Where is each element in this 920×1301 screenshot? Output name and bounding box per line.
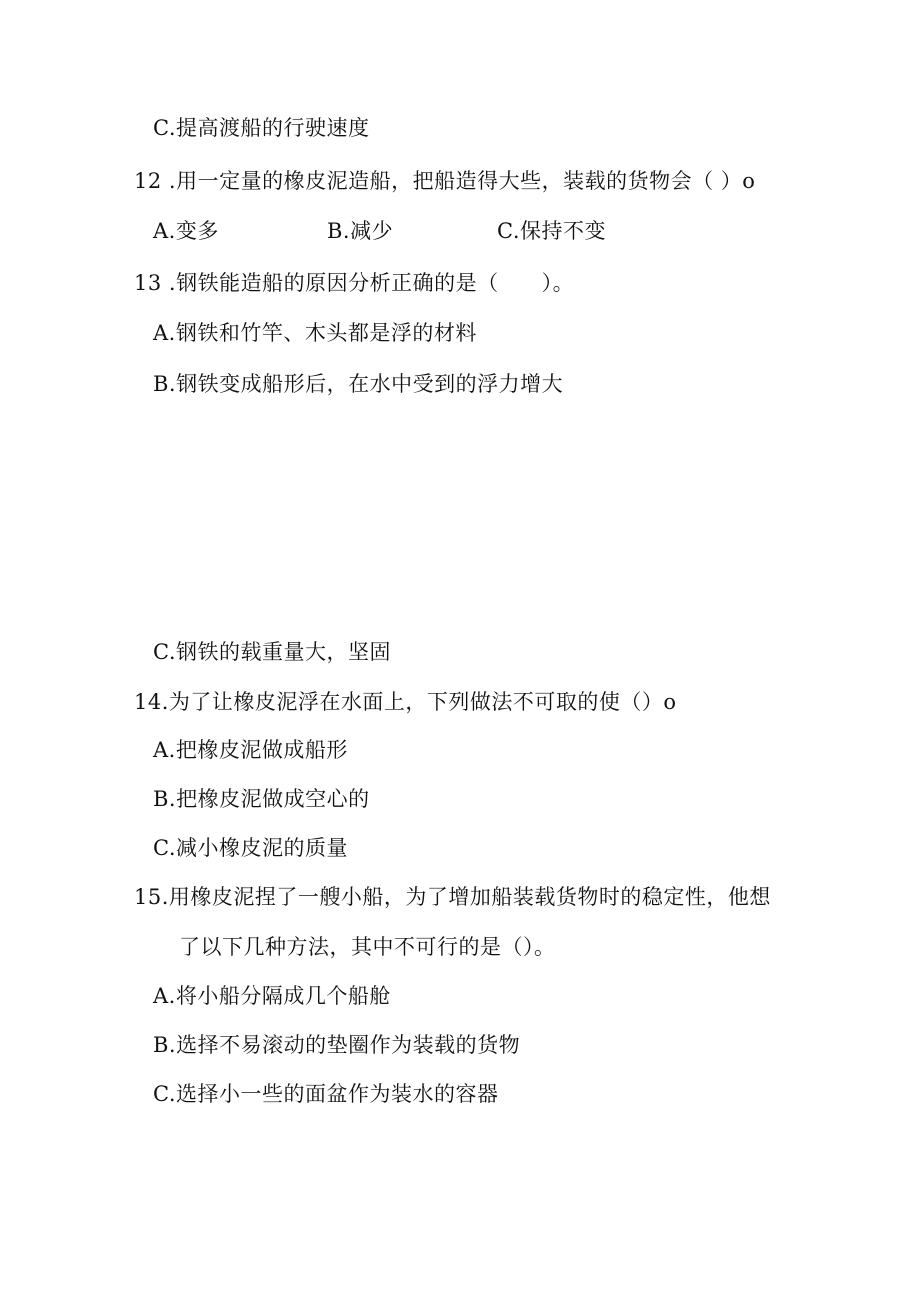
q14-option-a: A.把橡皮泥做成船形 (153, 738, 348, 762)
q12-option-b: B.减少 (327, 219, 394, 243)
q15-option-c: C.选择小一些的面盆作为装水的容器 (153, 1082, 499, 1106)
q12-stem: 12 .用一定量的橡皮泥造船，把船造得大些，装载的货物会（ ）o (134, 169, 756, 193)
q15-option-b: B.选择不易滚动的垫圈作为装载的货物 (153, 1033, 521, 1057)
q13-option-a: A.钢铁和竹竿、木头都是浮的材料 (153, 321, 477, 345)
q13-stem: 13 .钢铁能造船的原因分析正确的是（ ）。 (134, 271, 575, 295)
q12-option-c: C.保持不变 (497, 219, 606, 243)
q15-option-a: A.将小船分隔成几个船舱 (153, 984, 391, 1008)
q15-stem-line1: 15.用橡皮泥捏了一艘小船，为了增加船装载货物时的稳定性，他想 (134, 885, 771, 909)
q14-option-b: B.把橡皮泥做成空心的 (153, 787, 370, 811)
q13-option-c: C.钢铁的载重量大，坚固 (153, 640, 391, 664)
q13-option-b: B.钢铁变成船形后，在水中受到的浮力增大 (153, 372, 564, 396)
q15-stem-line2: 了以下几种方法，其中不可行的是（）。 (179, 935, 556, 959)
q14-option-c: C.减小橡皮泥的质量 (153, 836, 348, 860)
q14-stem: 14.为了让橡皮泥浮在水面上，下列做法不可取的使（）o (134, 690, 677, 714)
q12-option-a: A.变多 (153, 219, 219, 243)
q11-option-c: C.提高渡船的行驶速度 (153, 116, 370, 140)
q12-options (153, 216, 606, 246)
